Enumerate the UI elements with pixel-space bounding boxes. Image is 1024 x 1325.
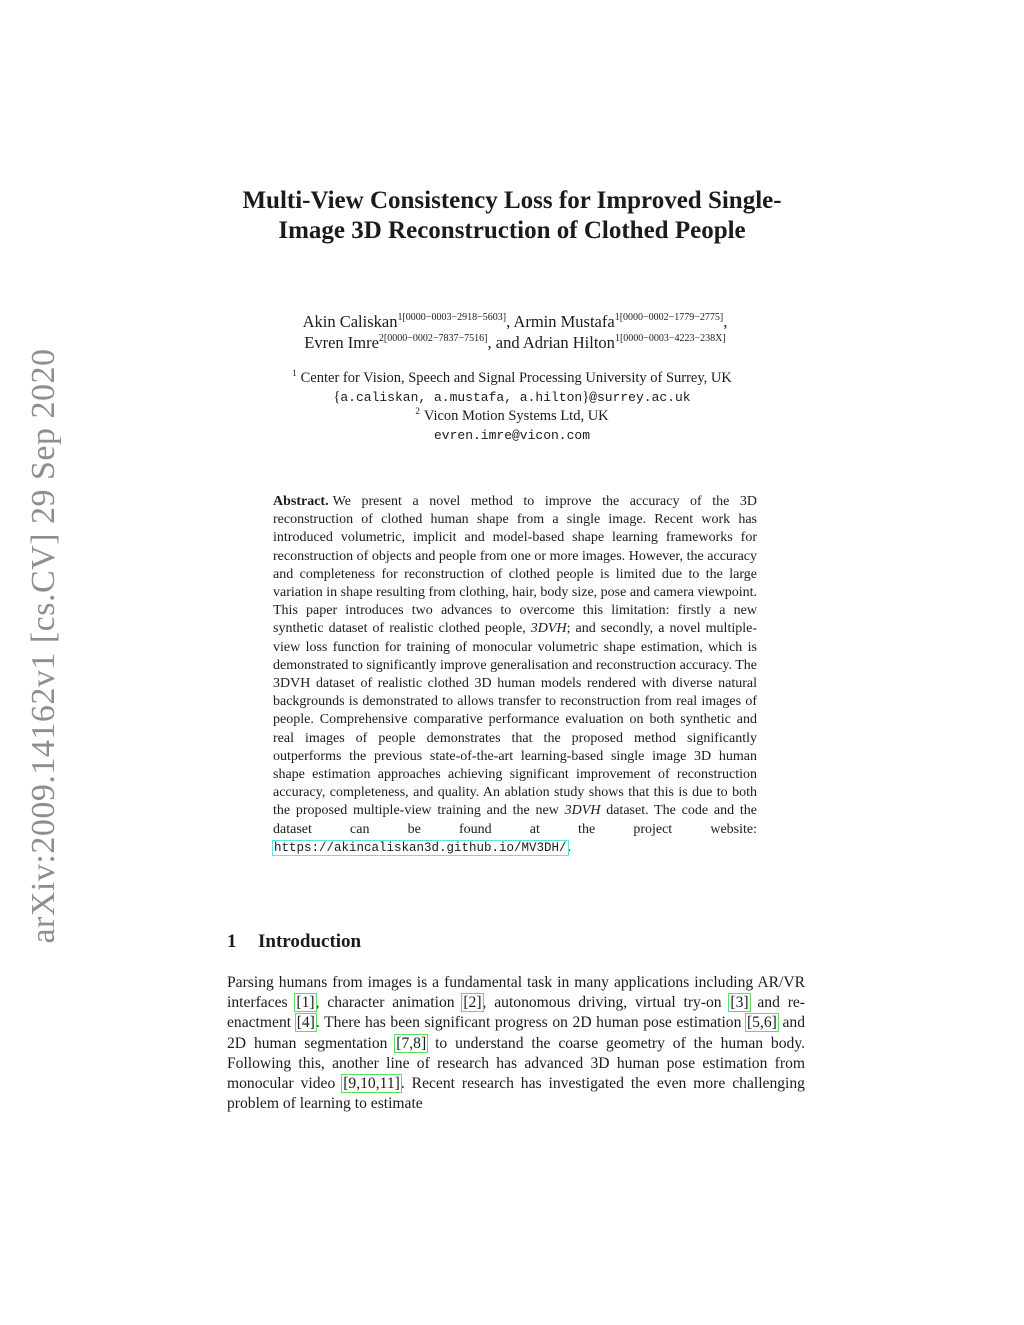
dataset-name: 3DVH — [530, 621, 567, 637]
body-text: . Recent research has investigated the even more challenging problem of learning to estimate — [227, 1075, 805, 1113]
citation-link[interactable]: [2] — [463, 994, 482, 1012]
affiliations — [212, 369, 812, 445]
affiliation-text: Vicon Motion Systems Ltd, UK — [423, 408, 609, 424]
paper-title: Multi-View Consistency Loss for Improved Single-Image 3D Reconstruction of Clothed People — [242, 187, 782, 244]
author-separator: , and — [487, 333, 523, 352]
abstract — [273, 493, 757, 857]
affiliation-line — [212, 407, 812, 426]
citation-link[interactable]: [9,10,11] — [343, 1075, 400, 1093]
section-number: 1 — [227, 931, 237, 952]
arxiv-identifier: arXiv:2009.14162v1 [cs.CV] 29 Sep 2020 — [25, 348, 62, 944]
author-affil-ref: 2 — [378, 333, 384, 344]
citation-link[interactable]: [5,6] — [746, 1014, 777, 1032]
author-name: Adrian Hilton — [522, 333, 615, 352]
body-text: Parsing humans from images is a fundamental task in many applications including AR/VR interfaces — [227, 974, 805, 1012]
email-address: evren.imre@vicon.com — [433, 427, 591, 443]
citation-link[interactable]: [3] — [730, 994, 749, 1012]
section-title: Introduction — [258, 931, 362, 952]
body-text: , character animation — [315, 994, 463, 1012]
dataset-name: 3DVH — [564, 803, 601, 819]
body-text: and re-enactment — [227, 994, 806, 1032]
abstract-text: We present a novel method to improve the accuracy of the 3D reconstruction of clothed human shape from a single image. Recent work has introduced volumetric, implicit and model-based shape learning frameworks for reconstruction of objects and people from one or more images. However, the accuracy and completeness for reconstruction of clothed people is limited due to the large variation in shape resulting from clothing, hair, body size, pose and camera viewpoint. This paper introduces two advances to overcome this limitation: firstly a new synthetic dataset of realistic clothed people, — [273, 494, 757, 637]
body-text: to understand the coarse geometry of the human body. Following this, another line of research has advanced 3D human pose estimation from monocular video — [227, 1034, 805, 1093]
author-orcid: [0000−0003−2918−5603] — [402, 312, 507, 323]
author-name: Armin Mustafa — [513, 312, 615, 331]
author-list — [200, 311, 830, 353]
project-website-link[interactable]: https://akincaliskan3d.github.io/MV3DH/ — [274, 840, 567, 855]
affiliation-number: 2 — [415, 406, 420, 416]
affiliation-number: 1 — [292, 368, 297, 378]
author-orcid: [0000−0003−4223−238X] — [619, 333, 726, 344]
author-separator: , — [506, 312, 514, 331]
introduction-paragraph — [227, 973, 805, 1114]
email-brace-close: } — [582, 388, 590, 405]
author-orcid: [0000−0002−7837−7516] — [383, 333, 488, 344]
email-domain: @surrey.ac.uk — [589, 389, 691, 405]
citation-link[interactable]: [1] — [296, 994, 315, 1012]
author-name: Evren Imre — [304, 333, 379, 352]
author-affil-ref: 1 — [614, 333, 620, 344]
author-name: Akin Caliskan — [302, 312, 398, 331]
body-text: , autonomous driving, virtual try-on — [482, 994, 730, 1012]
author-separator: , — [723, 312, 728, 331]
body-text: . There has been significant progress on 2D human pose estimation — [315, 1014, 746, 1032]
affiliation-text: Center for Vision, Speech and Signal Processing University of Surrey, UK — [300, 370, 732, 386]
citation-link[interactable]: [4] — [296, 1014, 315, 1032]
author-affil-ref: 1 — [397, 312, 403, 323]
author-orcid: [0000−0002−1779−2775] — [619, 312, 724, 323]
section-heading — [227, 930, 361, 954]
citation-link[interactable]: [7,8] — [396, 1034, 427, 1052]
email-line — [212, 388, 812, 408]
body-text: and 2D human segmentation — [227, 1014, 805, 1052]
affiliation-line — [212, 369, 812, 388]
abstract-text: ; and secondly, a novel multiple-view loss function for training of monocular volumetric shape estimation, which is demonstrated to significantly improve generalisation and reconstruction accuracy. The 3DVH dataset of realistic clothed 3D human models rendered with diverse natural backgrounds is demonstrated to allows transfer to reconstruction from real images of people. Comprehensive comparative performance evaluation on both synthetic and real images of people demonstrates that the proposed method significantly outperforms the previous state-of-the-art learning-based single image 3D human shape estimation approaches achieving significant improvement of reconstruction accuracy, completeness, and quality. An ablation study shows that this is due to both the proposed multiple-view training and the new — [273, 621, 757, 819]
abstract-end: . — [567, 839, 572, 855]
abstract-text: dataset. The code and the dataset can be found at the project website: — [273, 803, 757, 837]
email-brace-open: { — [333, 388, 341, 405]
email-names: a.caliskan, a.mustafa, a.hilton — [340, 389, 583, 405]
abstract-label: Abstract. — [273, 494, 329, 509]
author-affil-ref: 1 — [614, 312, 620, 323]
email-line — [212, 426, 812, 446]
